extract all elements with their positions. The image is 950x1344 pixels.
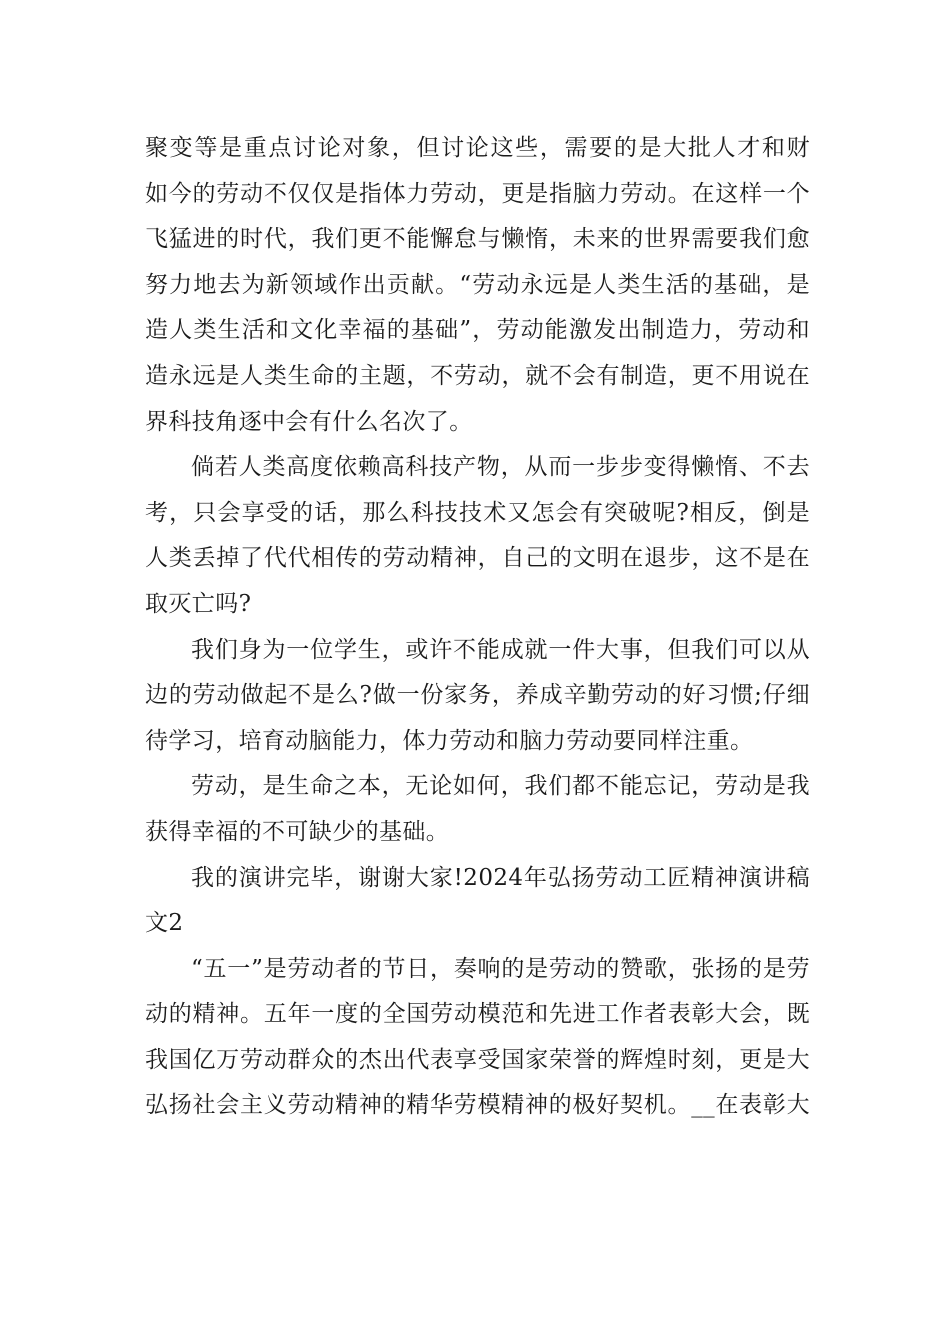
text-line: 如今的劳动不仅仅是指体力劳动，更是指脑力劳动。在这样一个 bbox=[145, 180, 810, 207]
text-line: 取灭亡吗? bbox=[145, 590, 252, 617]
text-line: 界科技角逐中会有什么名次了。 bbox=[145, 408, 473, 435]
text-line: 造人类生活和文化幸福的基础”，劳动能激发出制造力，劳动和 bbox=[145, 317, 810, 344]
text-line: 文2 bbox=[145, 910, 184, 937]
text-line: 努力地去为新领域作出贡献。“劳动永远是人类生活的基础，是 bbox=[145, 271, 810, 298]
text-line: 获得幸福的不可缺少的基础。 bbox=[145, 818, 450, 845]
text-line: 聚变等是重点讨论对象，但讨论这些，需要的是大批人才和财 bbox=[145, 135, 810, 161]
text-line: 动的精神。五年一度的全国劳动模范和先进工作者表彰大会，既 bbox=[145, 1001, 810, 1028]
text-line: 我们身为一位学生，或许不能成就一件大事，但我们可以从 bbox=[191, 636, 810, 663]
text-line: 待学习，培育动脑能力，体力劳动和脑力劳动要同样注重。 bbox=[145, 727, 754, 754]
text-line: 飞猛进的时代，我们更不能懈怠与懒惰，未来的世界需要我们愈 bbox=[145, 226, 810, 253]
text-line: 弘扬社会主义劳动精神的精华劳模精神的极好契机。__在表彰大 bbox=[145, 1092, 810, 1119]
document-body bbox=[145, 126, 810, 1129]
text-line: 边的劳动做起不是么?做一份家务，养成辛勤劳动的好习惯;仔细 bbox=[145, 682, 810, 709]
text-line: 考，只会享受的话，那么科技技术又怎会有突破呢?相反，倒是 bbox=[145, 499, 810, 526]
text-line: 造永远是人类生命的主题，不劳动，就不会有制造，更不用说在 bbox=[145, 362, 810, 389]
text-line: 倘若人类高度依赖高科技产物，从而一步步变得懒惰、不去 bbox=[191, 454, 810, 481]
text-line: 人类丢掉了代代相传的劳动精神，自己的文明在退步，这不是在 bbox=[145, 545, 810, 572]
text-line: “五一”是劳动者的节日，奏响的是劳动的赞歌，张扬的是劳 bbox=[191, 955, 810, 982]
text-line: 我的演讲完毕，谢谢大家!2024年弘扬劳动工匠精神演讲稿 bbox=[191, 864, 810, 891]
text-line: 劳动，是生命之本，无论如何，我们都不能忘记，劳动是我 bbox=[191, 773, 810, 800]
text-line: 我国亿万劳动群众的杰出代表享受国家荣誉的辉煌时刻，更是大 bbox=[145, 1046, 810, 1073]
